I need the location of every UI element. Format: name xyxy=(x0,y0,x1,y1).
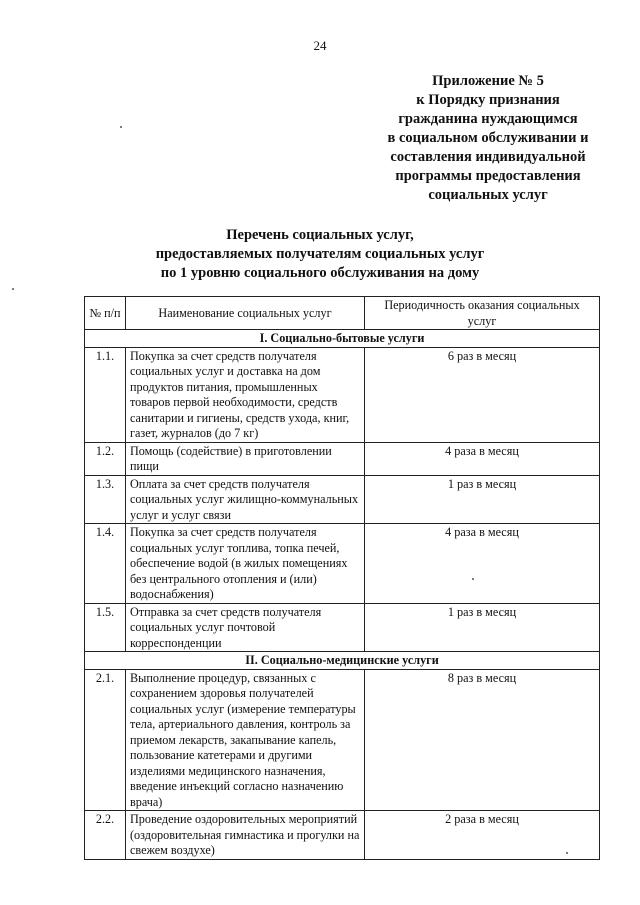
row-name: Отправка за счет средств получателя социальных услуг почтовой корреспонденции xyxy=(126,603,365,652)
table-row xyxy=(85,811,600,860)
row-frequency: 4 раза в месяц xyxy=(365,524,600,604)
title-line: предоставляемых получателям социальных услуг xyxy=(155,246,485,262)
scan-speck xyxy=(566,852,568,854)
table-row xyxy=(85,347,600,442)
scan-speck xyxy=(472,578,474,580)
row-num: 1.2. xyxy=(85,442,126,475)
title-line: по 1 уровню социального обслуживания на дому xyxy=(160,265,480,281)
appendix-line: социальных услуг xyxy=(428,187,548,203)
appendix-line: программы предоставления xyxy=(395,168,581,184)
section-title: II. Социально-медицинские услуги xyxy=(85,652,600,670)
table-row xyxy=(85,524,600,604)
section-title: I. Социально-бытовые услуги xyxy=(85,330,600,348)
services-table xyxy=(84,296,600,860)
page-number: 24 xyxy=(313,38,327,53)
row-num: 1.4. xyxy=(85,524,126,604)
title-line: Перечень социальных услуг, xyxy=(226,227,414,243)
row-num: 1.5. xyxy=(85,603,126,652)
row-num: 2.1. xyxy=(85,669,126,811)
appendix-line: в социальном обслуживании и xyxy=(387,130,589,146)
row-num: 1.3. xyxy=(85,475,126,524)
header-frequency: Периодичность оказания социальных услуг xyxy=(365,297,600,330)
appendix-line: Приложение № 5 xyxy=(432,73,544,89)
row-name: Оплата за счет средств получателя социальных услуг жилищно-коммунальных услуг и услуг связи xyxy=(126,475,365,524)
row-name: Покупка за счет средств получателя социальных услуг и доставка на дом продуктов питания, промышленных товаров первой необходимости, средств санитарии и гигиены, средств ухода, книг, газет, журналов (до 7 кг) xyxy=(126,347,365,442)
row-frequency: 4 раза в месяц xyxy=(365,442,600,475)
row-frequency: 2 раза в месяц xyxy=(365,811,600,860)
row-name: Выполнение процедур, связанных с сохранением здоровья получателей социальных услуг (измерение температуры тела, артериального давления, контроль за приемом лекарств, закапывание капель, пользование катетерами и другими изделиями медицинского назначения, введение инъекций согласно назначению врача) xyxy=(126,669,365,811)
appendix-line: к Порядку признания xyxy=(416,92,560,108)
row-num: 1.1. xyxy=(85,347,126,442)
table-row xyxy=(85,603,600,652)
appendix-heading xyxy=(368,72,608,205)
table-row xyxy=(85,669,600,811)
section-row xyxy=(85,330,600,348)
row-frequency: 6 раз в месяц xyxy=(365,347,600,442)
table-header-row xyxy=(85,297,600,330)
appendix-line: составления индивидуальной xyxy=(390,149,586,165)
header-name: Наименование социальных услуг xyxy=(126,297,365,330)
document-title xyxy=(0,226,640,283)
row-frequency: 1 раз в месяц xyxy=(365,603,600,652)
row-name: Помощь (содействие) в приготовлении пищи xyxy=(126,442,365,475)
row-name: Покупка за счет средств получателя социальных услуг топлива, топка печей, обеспечение водой (в жилых помещениях без центрального отопления и (или) водоснабжения) xyxy=(126,524,365,604)
row-frequency: 1 раз в месяц xyxy=(365,475,600,524)
scan-speck xyxy=(120,126,122,128)
row-num: 2.2. xyxy=(85,811,126,860)
row-name: Проведение оздоровительных мероприятий (оздоровительная гимнастика и прогулки на свежем воздухе) xyxy=(126,811,365,860)
table-row xyxy=(85,475,600,524)
table-row xyxy=(85,442,600,475)
appendix-line: гражданина нуждающимся xyxy=(398,111,578,127)
section-row xyxy=(85,652,600,670)
header-num: № п/п xyxy=(85,297,126,330)
row-frequency: 8 раз в месяц xyxy=(365,669,600,811)
scan-speck xyxy=(12,288,14,290)
